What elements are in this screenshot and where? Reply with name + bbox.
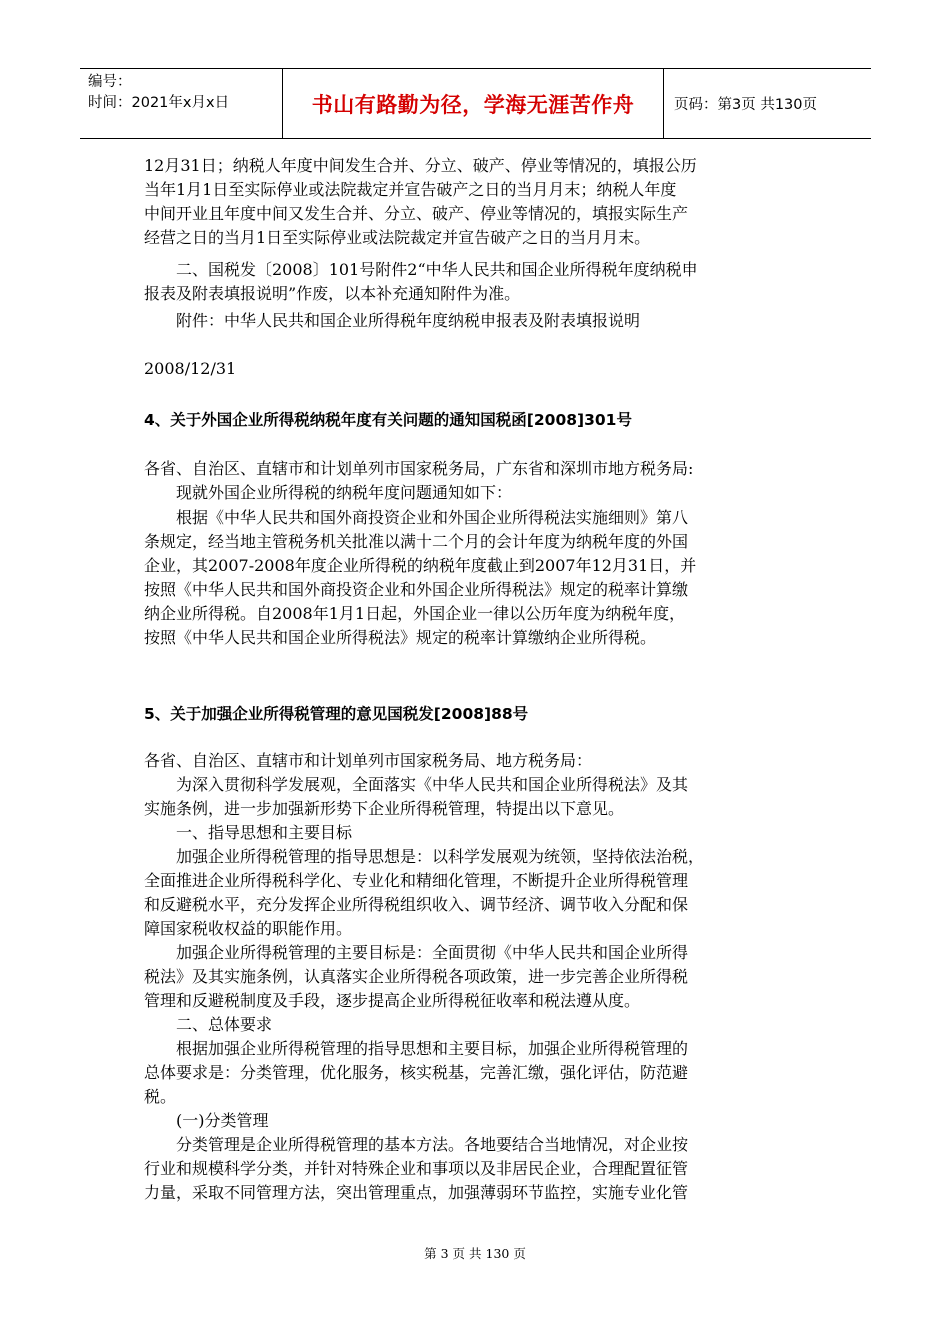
body-line: 企业，其2007-2008年度企业所得税的纳税年度截止到2007年12月31日，并 [144,556,697,575]
header-page-number: 页码：第3页 共130页 [674,97,818,113]
body-line: 行业和规模科学分类，并针对特殊企业和事项以及非居民企业，合理配置征管 [144,1159,689,1178]
body-line: 二、国税发〔2008〕101号附件2“中华人民共和国企业所得税年度纳税申 [176,260,698,279]
body-line: 全面推进企业所得税科学化、专业化和精细化管理，不断提升企业所得税管理 [144,871,689,890]
header-motto: 书山有路勤为径，学海无涯苦作舟 [311,92,635,117]
document-time-label: 时间：2021年x月x日 [88,95,230,111]
section-heading: 5、关于加强企业所得税管理的意见国税发[2008]88号 [144,705,529,723]
section-heading: 4、关于外国企业所得税纳税年度有关问题的通知国税函[2008]301号 [144,411,632,429]
date-line: 2008/12/31 [144,359,237,378]
body-line: 加强企业所得税管理的主要目标是：全面贯彻《中华人民共和国企业所得 [176,943,689,962]
subsection-heading: 二、总体要求 [176,1015,273,1034]
body-line: 力量，采取不同管理方法，突出管理重点，加强薄弱环节监控，实施专业化管 [144,1183,689,1202]
body-line: 按照《中华人民共和国外商投资企业和外国企业所得税法》规定的税率计算缴 [144,580,689,599]
document-number-label: 编号： [88,74,132,90]
body-line: 为深入贯彻科学发展观，全面落实《中华人民共和国企业所得税法》及其 [176,775,689,794]
addressee-line: 各省、自治区、直辖市和计划单列市国家税务局、地方税务局： [144,751,593,770]
body-line: 和反避税水平，充分发挥企业所得税组织收入、调节经济、调节收入分配和保 [144,895,689,914]
body-line: 经营之日的当月1日至实际停业或法院裁定并宣告破产之日的当月月末。 [144,228,651,247]
body-line: 加强企业所得税管理的指导思想是：以科学发展观为统领，坚持依法治税， [176,847,705,866]
subsection-heading: (一)分类管理 [176,1111,269,1130]
body-line: 纳企业所得税。自2008年1月1日起，外国企业一律以公历年度为纳税年度， [144,604,686,623]
body-line: 条规定，经当地主管税务机关批准以满十二个月的会计年度为纳税年度的外国 [144,532,689,551]
body-line: 根据加强企业所得税管理的指导思想和主要目标，加强企业所得税管理的 [176,1039,689,1058]
body-line: 障国家税收权益的职能作用。 [144,919,353,938]
body-line: 总体要求是：分类管理，优化服务，核实税基，完善汇缴，强化评估，防范避 [144,1063,689,1082]
body-line: 报表及附表填报说明”作废，以本补充通知附件为准。 [144,284,521,303]
page-footer: 第 3 页 共 130 页 [424,1246,526,1261]
body-line: 分类管理是企业所得税管理的基本方法。各地要结合当地情况，对企业按 [176,1135,689,1154]
body-line: 实施条例，进一步加强新形势下企业所得税管理，特提出以下意见。 [144,799,625,818]
header-meta [88,72,283,114]
body-line: 12月31日；纳税人年度中间发生合并、分立、破产、停业等情况的，填报公历 [144,156,697,175]
body-line: 当年1月1日至实际停业或法院裁定并宣告破产之日的当月月末；纳税人年度 [144,180,677,199]
body-line: 中间开业且年度中间又发生合并、分立、破产、停业等情况的，填报实际生产 [144,204,689,223]
body-line: 税。 [144,1087,177,1106]
attachment-line: 附件：中华人民共和国企业所得税年度纳税申报表及附表填报说明 [176,311,641,330]
subsection-heading: 一、指导思想和主要目标 [176,823,353,842]
body-line: 根据《中华人民共和国外商投资企业和外国企业所得税法实施细则》第八 [176,508,689,527]
body-line: 管理和反避税制度及手段，逐步提高企业所得税征收率和税法遵从度。 [144,991,641,1010]
body-line: 现就外国企业所得税的纳税年度问题通知如下： [176,483,513,502]
body-line: 税法》及其实施条例，认真落实企业所得税各项政策，进一步完善企业所得税 [144,967,689,986]
page-header [80,68,871,139]
body-line: 按照《中华人民共和国企业所得税法》规定的税率计算缴纳企业所得税。 [144,628,657,647]
addressee-line: 各省、自治区、直辖市和计划单列市国家税务局，广东省和深圳市地方税务局: [144,459,694,478]
